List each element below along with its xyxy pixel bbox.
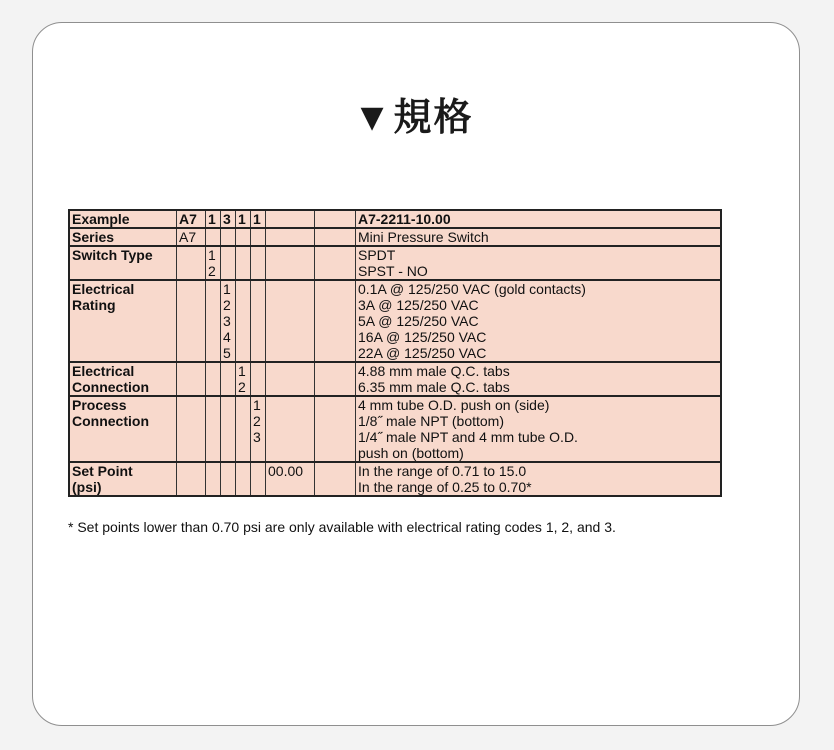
- code-cell: [177, 246, 206, 280]
- code-cell: [236, 462, 251, 496]
- code-cell: [206, 462, 221, 496]
- code-cell: [266, 228, 315, 246]
- page-title-text: 規格: [393, 95, 474, 139]
- footnote: * Set points lower than 0.70 psi are only available with electrical rating codes 1, 2, and 3.: [68, 519, 616, 535]
- code-cell: [251, 280, 266, 362]
- code-cell: 1 2 3: [251, 396, 266, 462]
- row-value: In the range of 0.71 to 15.0 In the range of 0.25 to 0.70*: [356, 462, 722, 496]
- code-cell: [236, 246, 251, 280]
- code-cell: 00.00: [266, 462, 315, 496]
- code-cell: [221, 396, 236, 462]
- row-value: 0.1A @ 125/250 VAC (gold contacts) 3A @ 125/250 VAC 5A @ 125/250 VAC 16A @ 125/250 VAC 22A @ 125/250 VAC: [356, 280, 722, 362]
- code-cell: [221, 246, 236, 280]
- code-cell: [221, 362, 236, 396]
- row-value: SPDT SPST - NO: [356, 246, 722, 280]
- code-cell: [315, 228, 356, 246]
- row-label: Switch Type: [69, 246, 177, 280]
- triangle-down-icon: ▼: [360, 100, 386, 135]
- table-row-electrical-rating: [69, 280, 721, 362]
- table-row-process-connection: [69, 396, 721, 462]
- table-row-switch-type: [69, 246, 721, 280]
- code-cell: [266, 362, 315, 396]
- code-cell: [236, 280, 251, 362]
- code-cell: 1 2 3 4 5: [221, 280, 236, 362]
- code-cell: [315, 280, 356, 362]
- code-cell: [206, 280, 221, 362]
- code-cell: [221, 462, 236, 496]
- code-cell: [266, 246, 315, 280]
- code-cell: 1: [206, 210, 221, 228]
- row-value: Mini Pressure Switch: [356, 228, 722, 246]
- code-cell: [236, 396, 251, 462]
- code-cell: 1: [251, 210, 266, 228]
- row-value: A7-2211-10.00: [356, 210, 722, 228]
- code-cell: [236, 228, 251, 246]
- code-cell: [206, 396, 221, 462]
- row-label: Set Point (psi): [69, 462, 177, 496]
- code-cell: 1: [236, 210, 251, 228]
- table-row-example: [69, 210, 721, 228]
- code-cell: [251, 246, 266, 280]
- code-cell: [315, 462, 356, 496]
- code-cell: [177, 362, 206, 396]
- code-cell: [251, 462, 266, 496]
- code-cell: [177, 396, 206, 462]
- code-cell: A7: [177, 228, 206, 246]
- row-value: 4.88 mm male Q.C. tabs 6.35 mm male Q.C. tabs: [356, 362, 722, 396]
- table-row-electrical-connection: [69, 362, 721, 396]
- code-cell: [266, 280, 315, 362]
- code-cell: [266, 396, 315, 462]
- code-cell: 1 2: [236, 362, 251, 396]
- code-cell: [266, 210, 315, 228]
- row-label: Electrical Rating: [69, 280, 177, 362]
- code-cell: [206, 362, 221, 396]
- row-label: Series: [69, 228, 177, 246]
- code-cell: [315, 362, 356, 396]
- table-row-series: [69, 228, 721, 246]
- code-cell: [251, 228, 266, 246]
- row-label: Example: [69, 210, 177, 228]
- spec-table: [68, 209, 722, 497]
- code-cell: 1 2: [206, 246, 221, 280]
- row-label: Electrical Connection: [69, 362, 177, 396]
- code-cell: A7: [177, 210, 206, 228]
- table-row-set-point: [69, 462, 721, 496]
- code-cell: 3: [221, 210, 236, 228]
- code-cell: [315, 396, 356, 462]
- code-cell: [206, 228, 221, 246]
- code-cell: [177, 280, 206, 362]
- code-cell: [221, 228, 236, 246]
- code-cell: [177, 462, 206, 496]
- code-cell: [315, 246, 356, 280]
- code-cell: [251, 362, 266, 396]
- row-label: Process Connection: [69, 396, 177, 462]
- page-title: [0, 86, 834, 141]
- code-cell: [315, 210, 356, 228]
- row-value: 4 mm tube O.D. push on (side) 1/8˝ male NPT (bottom) 1/4˝ male NPT and 4 mm tube O.D. push on (bottom): [356, 396, 722, 462]
